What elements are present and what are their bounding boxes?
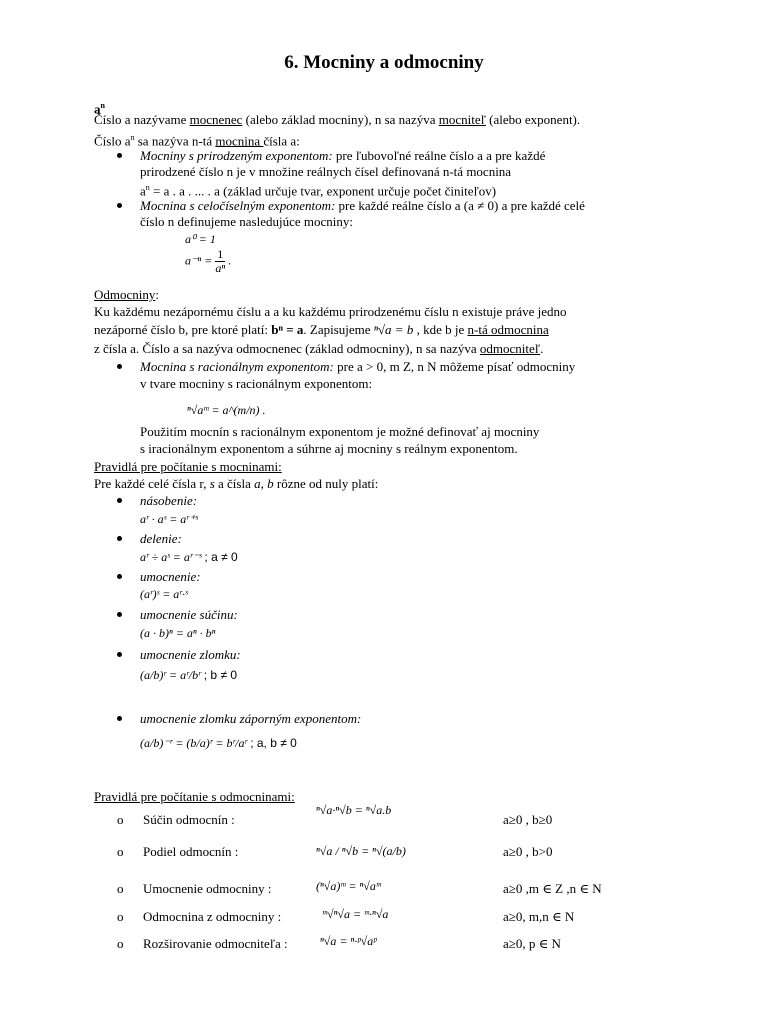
intro-line-1: Číslo a nazývame mocnenec (alebo základ mocniny), n sa nazýva mocniteľ (alebo exponent).: [94, 112, 581, 127]
bullet-rational-exponent: Mocnina s racionálnym exponentom: pre a > 0, m Z, n N môžeme písať odmocniny: [140, 359, 576, 374]
rule-label-division: delenie:: [140, 531, 182, 546]
formula-product-power: (a · b)ⁿ = aⁿ · bⁿ: [140, 626, 216, 640]
bullet-icon: [116, 530, 126, 550]
formula-fraction-power: (a/b)ʳ = aʳ/bʳ ; b ≠ 0: [140, 668, 238, 682]
root-rule-label-quotient: Podiel odmocnín :: [143, 844, 239, 859]
formula-root-nested: ᵐ√ⁿ√a = ᵐ·ⁿ√a: [322, 907, 389, 921]
bullet-icon: o: [117, 909, 124, 924]
page-title: 6. Mocniny a odmocniny: [284, 52, 484, 73]
formula-multiplication: aʳ · aˢ = aʳ⁺ˢ: [140, 512, 198, 526]
roots-line-1: Ku každému nezápornému číslu a a ku každému prirodzenému číslu n existuje práve jedno: [94, 304, 567, 319]
formula-power: (aʳ)ˢ = aʳ·ˢ: [140, 587, 188, 601]
formula-fraction-negative-power: (a/b)⁻ʳ = (b/a)ʳ = bʳ/aʳ ; a, b ≠ 0: [140, 736, 297, 750]
root-rule-condition-product: a≥0 , b≥0: [503, 812, 553, 827]
root-rule-label-product: Súčin odmocnín :: [143, 812, 235, 827]
bullet-icon: [116, 710, 126, 730]
section-heading-root-rules: Pravidlá pre počítanie s odmocninami:: [94, 789, 295, 804]
bullet-integer-exponent-line2: číslo n definujeme nasledujúce mocniny:: [140, 214, 353, 229]
formula-root-quotient: ⁿ√a / ⁿ√b = ⁿ√(a/b): [316, 844, 406, 858]
bullet-icon: [116, 606, 126, 626]
intro-line-2: Číslo $a^n$ sa nazýva n-tá mocnina čísla a:: [94, 133, 300, 149]
bullet-icon: o: [117, 881, 124, 896]
formula-division: aʳ ÷ aˢ = aʳ⁻ˢ ; a ≠ 0: [140, 550, 238, 564]
rational-exponent-note-2: s iracionálnym exponentom a súhrne aj mocniny s reálnym exponentom.: [140, 441, 518, 456]
bullet-icon: o: [117, 812, 124, 827]
bullet-icon: o: [117, 844, 124, 859]
formula-root-power: (ⁿ√a)ᵐ = ⁿ√aᵐ: [316, 879, 381, 893]
bullet-rational-exponent-line2: v tvare mocniny s racionálnym exponentom:: [140, 376, 373, 391]
bullet-integer-exponent: Mocnina s celočíselným exponentom: pre každé reálne číslo a (a ≠ 0) a pre každé celé: [140, 198, 585, 213]
rule-label-fraction-power: umocnenie zlomku:: [140, 647, 241, 662]
bullet-natural-exponent-line2: prirodzené číslo n je v množine reálnych čísel definovaná n-tá mocnina: [140, 164, 512, 179]
bullet-icon: [116, 358, 126, 378]
bullet-icon: [116, 492, 126, 512]
bullet-icon: [116, 197, 126, 217]
formula-zero-exponent: a⁰ = 1: [185, 232, 216, 246]
rule-label-multiplication: násobenie:: [140, 493, 198, 508]
root-rule-condition-quotient: a≥0 , b>0: [503, 844, 553, 859]
section-heading-power-rules: Pravidlá pre počítanie s mocninami:: [94, 459, 282, 474]
rule-label-fraction-negative-power: umocnenie zlomku záporným exponentom:: [140, 711, 362, 726]
root-rule-condition-nested: a≥0, m,n ∈ N: [503, 909, 575, 924]
rule-label-power: umocnenie:: [140, 569, 201, 584]
formula-rational-exponent: ⁿ√aᵐ = a^(m/n) .: [187, 403, 266, 417]
bullet-icon: [116, 568, 126, 588]
root-rule-label-extension: Rozširovanie odmocniteľa :: [143, 936, 288, 951]
root-rule-condition-extension: a≥0, p ∈ N: [503, 936, 561, 951]
rational-exponent-note-1: Použitím mocnín s racionálnym exponentom je možné definovať aj mocniny: [140, 424, 540, 439]
formula-root-extension: ⁿ√a = ⁿ·ᵖ√aᵖ: [320, 934, 377, 948]
bullet-natural-exponent-line3: $a^n = a$ . a . ... . a (základ určuje tvar, exponent určuje počet činiteľov): [140, 183, 497, 199]
bullet-natural-exponent: Mocniny s prirodzeným exponentom: pre ľubovoľné reálne číslo a a pre každé: [140, 148, 546, 163]
bullet-icon: [116, 646, 126, 666]
root-rule-label-nested: Odmocnina z odmocniny :: [143, 909, 282, 924]
roots-line-3: z čísla a. Číslo a sa nazýva odmocnenec (základ odmocniny), n sa nazýva odmocniteľ.: [94, 341, 544, 356]
root-rule-label-power: Umocnenie odmocniny :: [143, 881, 272, 896]
rule-label-product-power: umocnenie súčinu:: [140, 607, 238, 622]
intro-heading: $a^n$: [94, 101, 105, 117]
root-rule-condition-power: a≥0 ,m ∈ Z ,n ∈ N: [503, 881, 602, 896]
section-heading-roots: Odmocniny:: [94, 287, 160, 302]
roots-line-2: nezáporné číslo b, pre ktoré platí: bⁿ = a. Zapisujeme ⁿ√a = b , kde b je n-tá odmocnina: [94, 322, 549, 337]
formula-negative-exponent: a⁻ⁿ = $\frac{1}{\text{aⁿ}}$ .: [185, 247, 232, 275]
power-rules-intro: Pre každé celé čísla r, s a čísla a, b rôzne od nuly platí:: [94, 476, 379, 491]
bullet-icon: o: [117, 936, 124, 951]
bullet-icon: [116, 147, 126, 167]
formula-root-product: ⁿ√a·ⁿ√b = ⁿ√a.b: [316, 803, 392, 817]
